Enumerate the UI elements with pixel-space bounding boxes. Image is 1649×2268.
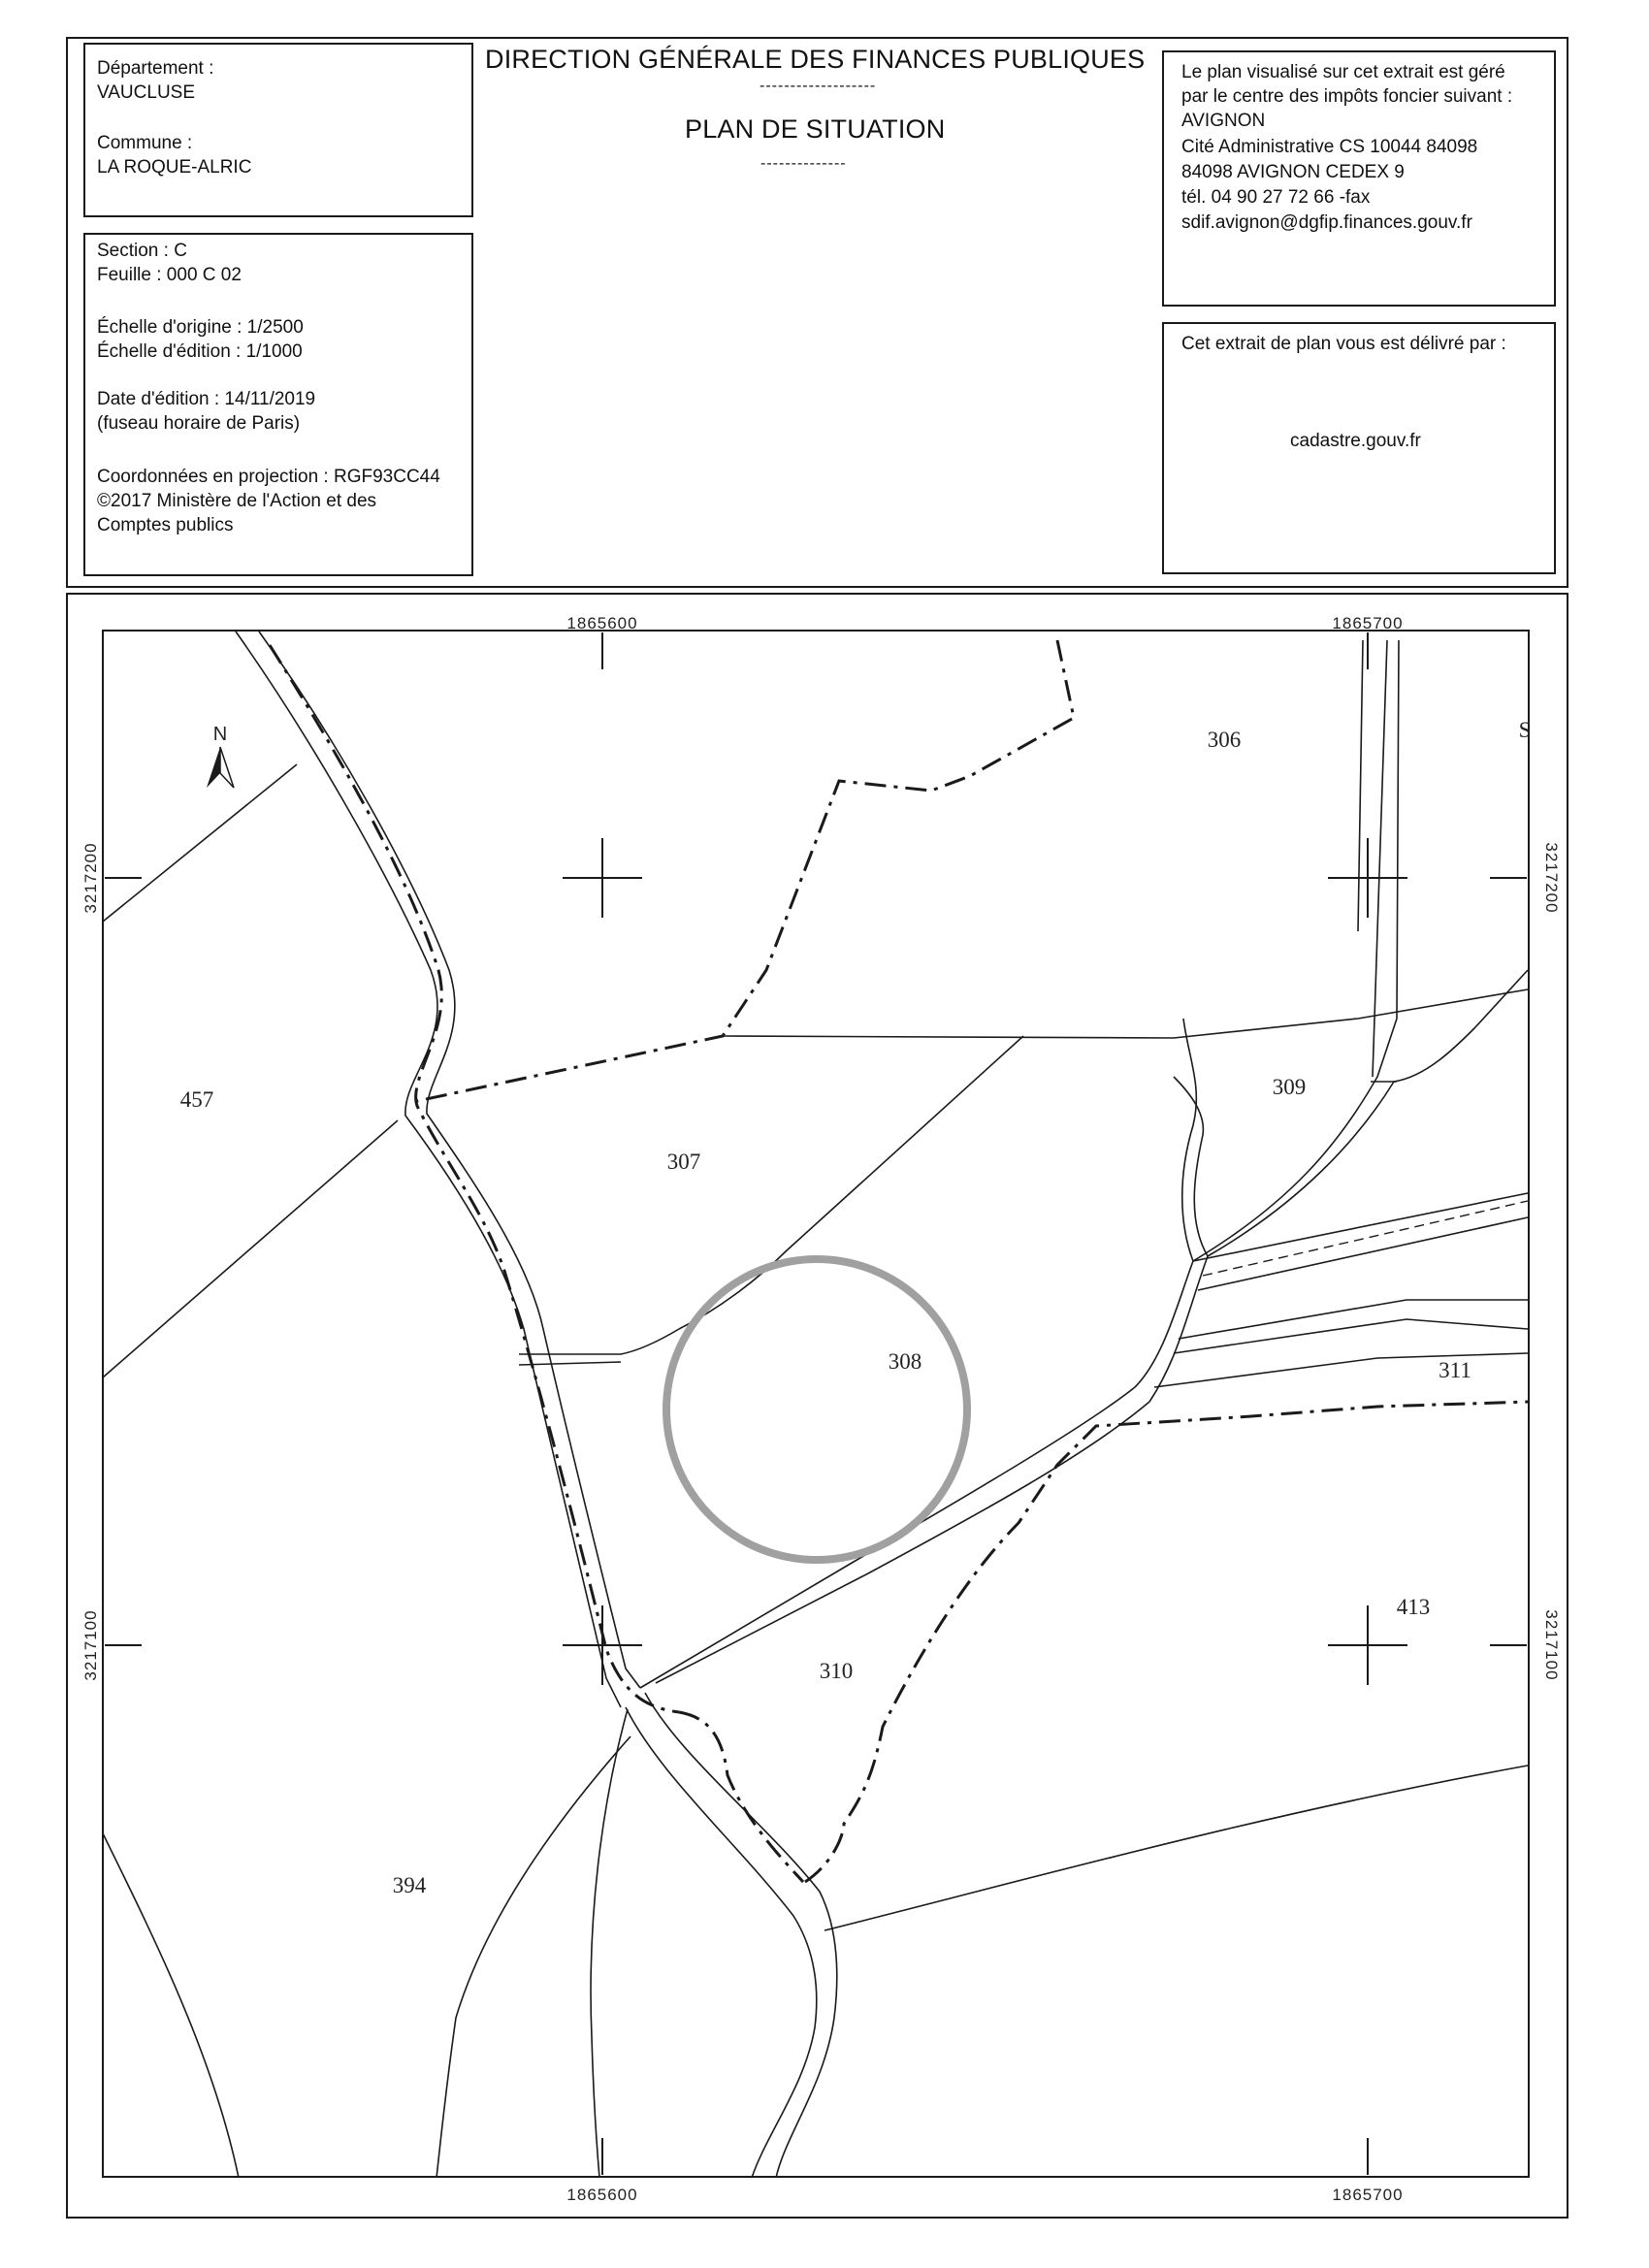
north-label: N xyxy=(212,724,228,745)
centre-line-3: AVIGNON xyxy=(1181,111,1266,131)
centre-line-5: 84098 AVIGNON CEDEX 9 xyxy=(1181,162,1405,182)
north-arrow-icon xyxy=(207,724,234,788)
feuille-text: Feuille : 000 C 02 xyxy=(97,265,242,285)
dashed-boundary xyxy=(1203,1201,1528,1276)
coord-x-top-right: 1865700 xyxy=(1332,614,1404,632)
date-edition-text: Date d'édition : 14/11/2019 xyxy=(97,389,316,409)
echelle-origine-text: Échelle d'origine : 1/2500 xyxy=(97,317,304,338)
commune-boundary xyxy=(270,640,1528,1882)
copyright-line-2: Comptes publics xyxy=(97,515,234,535)
centre-line-4: Cité Administrative CS 10044 84098 xyxy=(1181,137,1478,157)
parcel-310: 310 xyxy=(819,1659,854,1683)
coord-x-bottom-right: 1865700 xyxy=(1332,2186,1404,2204)
coord-y-bottom-right: 3217100 xyxy=(1542,1609,1561,1681)
parcel-311: 311 xyxy=(1439,1358,1471,1382)
parcel-394: 394 xyxy=(392,1873,427,1897)
coord-y-bottom-left: 3217100 xyxy=(81,1609,100,1681)
parcel-edge-label: S xyxy=(1518,718,1532,742)
departement-value: VAUCLUSE xyxy=(97,82,196,103)
parcel-307: 307 xyxy=(666,1150,701,1174)
fuseau-text: (fuseau horaire de Paris) xyxy=(97,413,301,434)
coord-x-bottom-left: 1865600 xyxy=(566,2186,638,2204)
map-inner-border xyxy=(103,631,1529,2177)
commune-value: LA ROQUE-ALRIC xyxy=(97,157,252,178)
copyright-line-1: ©2017 Ministère de l'Action et des xyxy=(97,491,377,511)
main-title: DIRECTION GÉNÉRALE DES FINANCES PUBLIQUES xyxy=(485,45,1146,74)
highlight-circle xyxy=(666,1259,967,1560)
delivre-value: cadastre.gouv.fr xyxy=(1290,431,1421,451)
commune-label: Commune : xyxy=(97,133,193,153)
plan-title-separator: -------------- xyxy=(760,155,847,172)
departement-label: Département : xyxy=(97,58,214,79)
grid-crosses xyxy=(105,632,1527,2175)
main-title-separator: ------------------- xyxy=(760,78,877,94)
parcel-lines xyxy=(103,632,1528,2178)
coord-x-top-left: 1865600 xyxy=(566,614,638,632)
parcel-306: 306 xyxy=(1207,728,1242,752)
parcel-413: 413 xyxy=(1396,1595,1431,1619)
centre-email: sdif.avignon@dgfip.finances.gouv.fr xyxy=(1181,212,1472,233)
parcel-457: 457 xyxy=(179,1087,214,1112)
delivre-label: Cet extrait de plan vous est délivré par : xyxy=(1181,334,1506,354)
section-text: Section : C xyxy=(97,241,187,261)
centre-line-2: par le centre des impôts foncier suivant : xyxy=(1181,86,1513,107)
parcel-309: 309 xyxy=(1272,1075,1307,1099)
echelle-edition-text: Échelle d'édition : 1/1000 xyxy=(97,341,303,362)
parcel-308: 308 xyxy=(888,1349,922,1374)
coord-y-top-right: 3217200 xyxy=(1542,842,1561,914)
plan-title: PLAN DE SITUATION xyxy=(685,114,946,144)
coord-y-top-left: 3217200 xyxy=(81,842,100,914)
centre-line-1: Le plan visualisé sur cet extrait est géré xyxy=(1181,62,1505,82)
centre-line-6: tél. 04 90 27 72 66 -fax xyxy=(1181,187,1371,208)
coordonnees-text: Coordonnées en projection : RGF93CC44 xyxy=(97,467,440,487)
